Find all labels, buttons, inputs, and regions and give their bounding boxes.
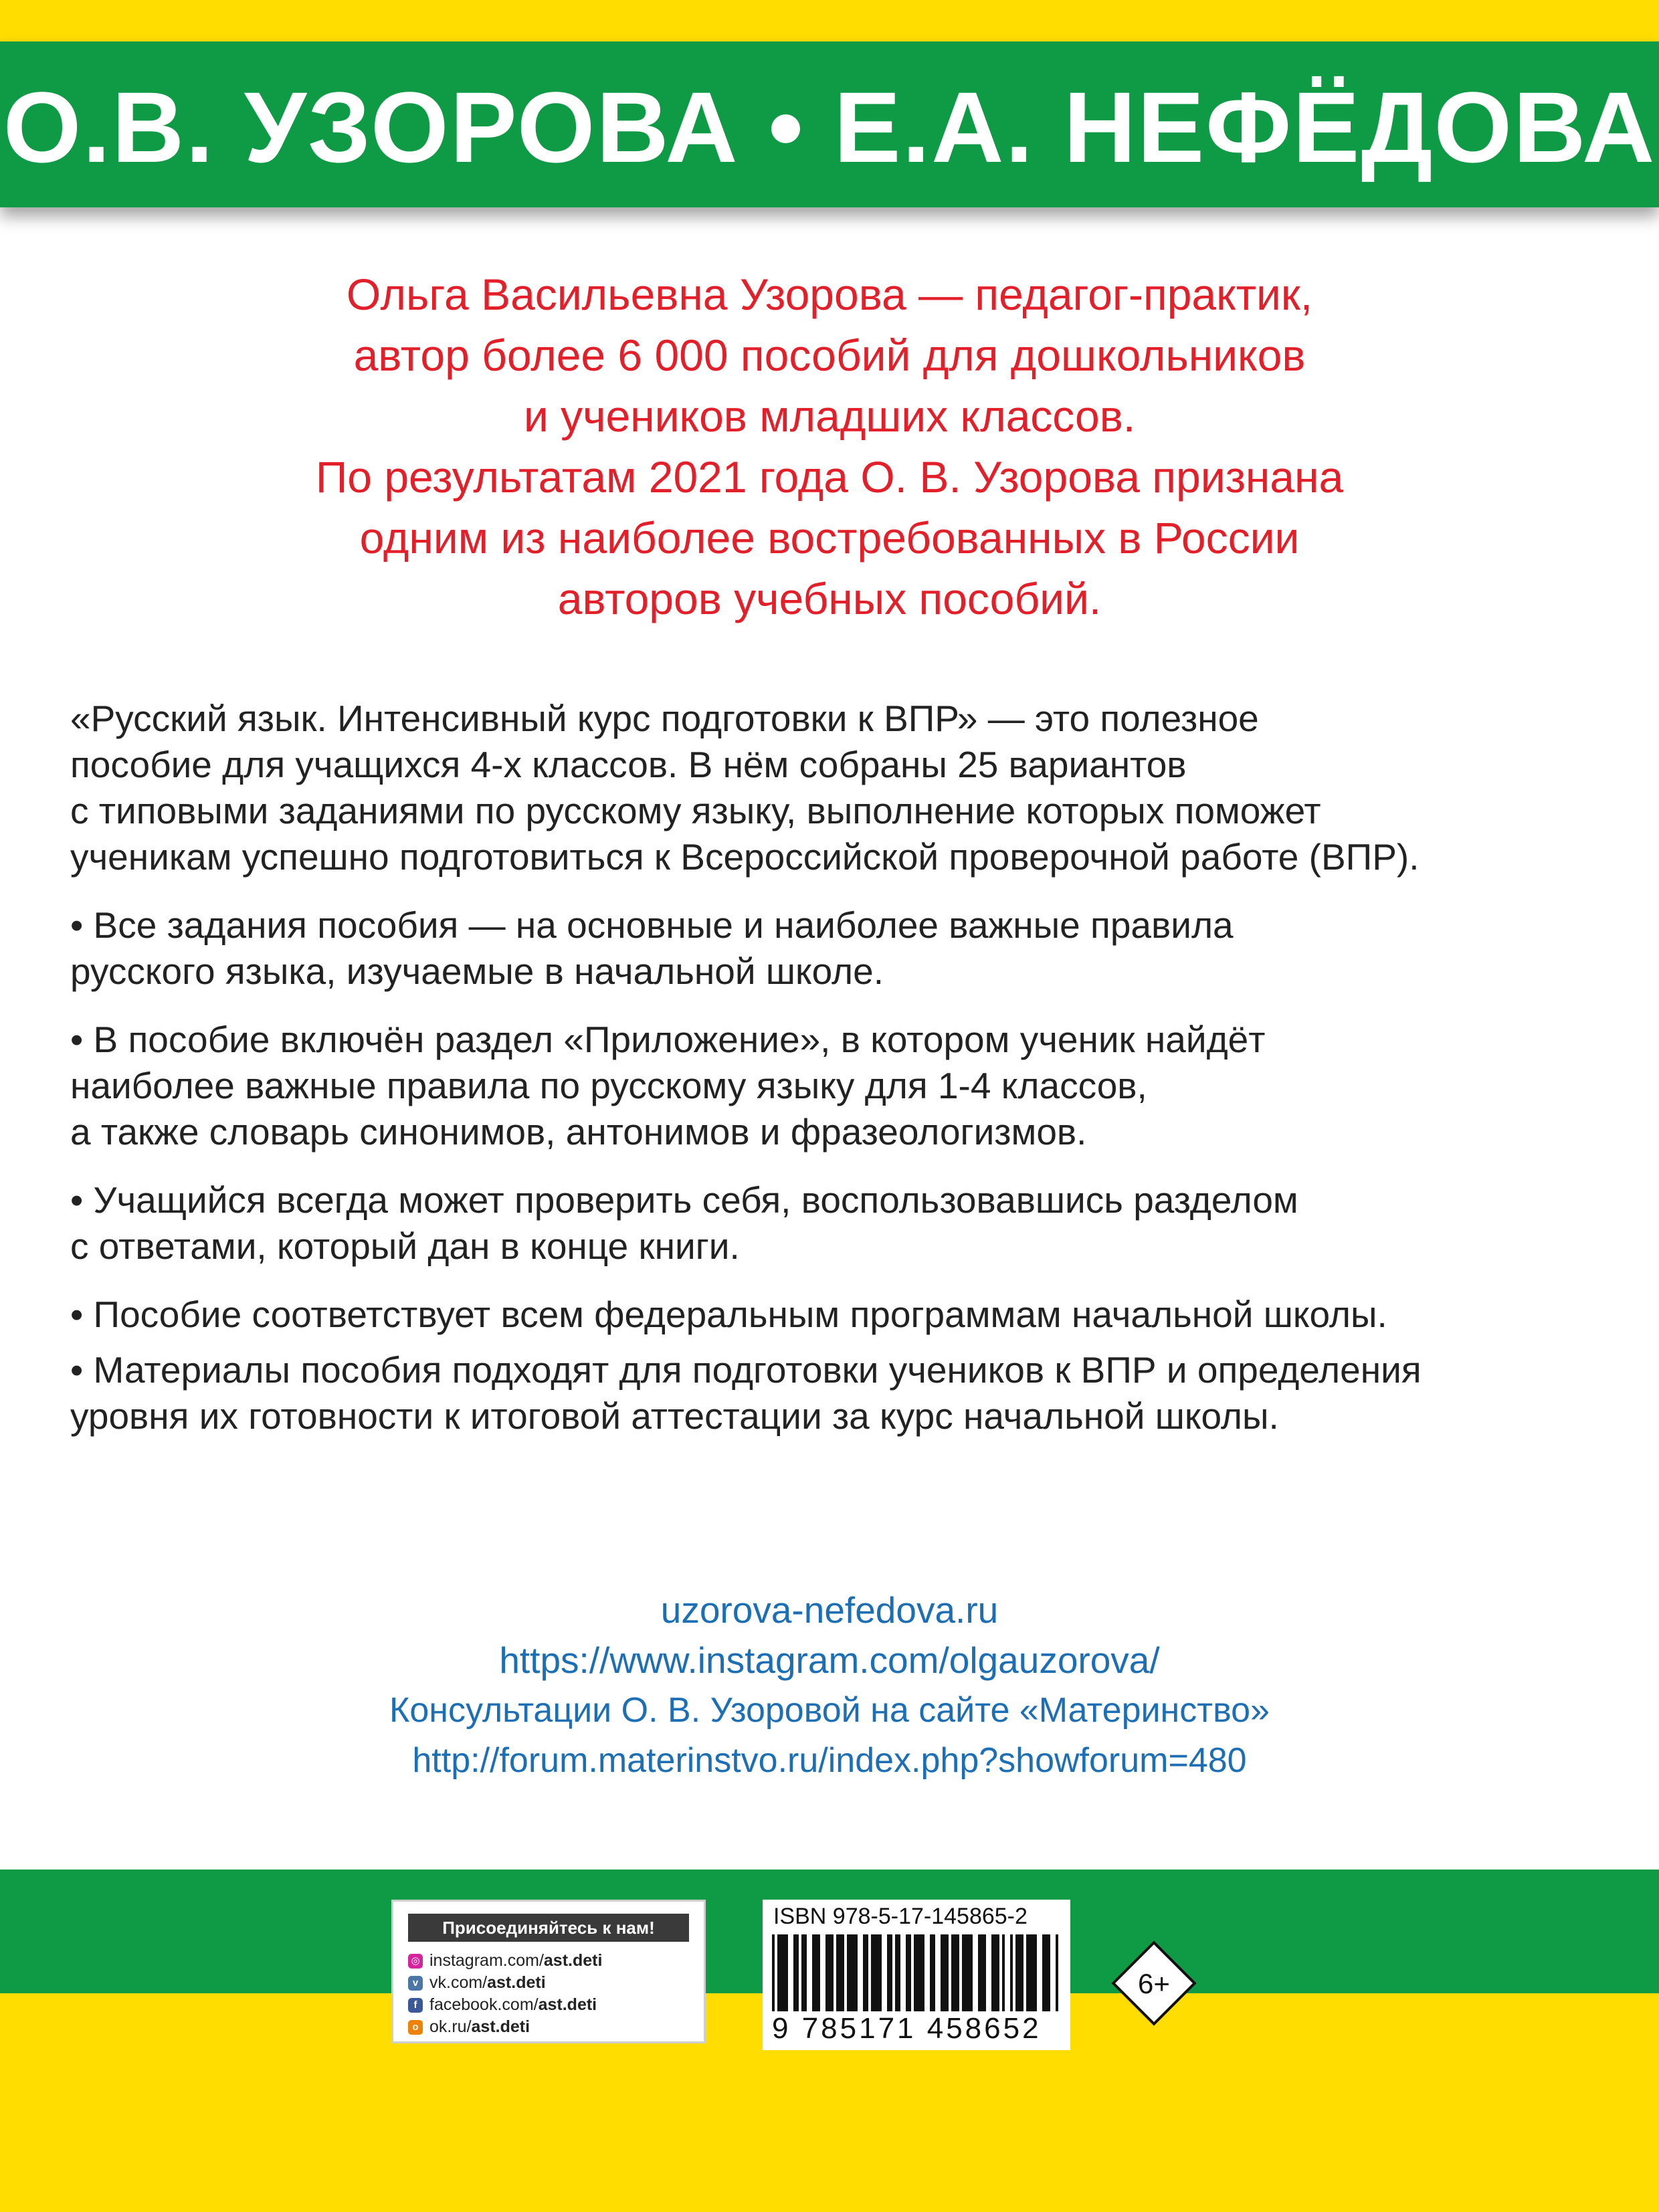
- description-paragraph: [70, 1292, 1609, 1338]
- author-links: [0, 1585, 1659, 1786]
- barcode-bar: [772, 1934, 775, 2011]
- barcode-bar: [825, 1934, 834, 2011]
- intro-line: авторов учебных пособий.: [557, 574, 1102, 623]
- barcode-bar: [1056, 1934, 1058, 2011]
- intro-line: одним из наиболее востребованных в России: [359, 513, 1300, 563]
- barcode-bar: [1002, 1934, 1005, 2011]
- barcode-bar: [871, 1934, 882, 2011]
- barcode-bar: [914, 1934, 924, 2011]
- barcode-bar: [1026, 1934, 1037, 2011]
- description-line: уровня их готовности к итоговой аттестации за курс начальной школы.: [70, 1395, 1279, 1437]
- consult-text: Консультации О. В. Узоровой на сайте «Материнство»: [389, 1691, 1270, 1730]
- isbn-barcode: [763, 1900, 1070, 2050]
- isbn-number: ISBN 978-5-17-145865-2: [773, 1904, 1028, 1929]
- barcode-bar: [895, 1934, 900, 2011]
- social-handle: ast.deti: [543, 1951, 603, 1970]
- ok-icon: o: [408, 2020, 423, 2035]
- site-link[interactable]: uzorova-nefedova.ru: [660, 1589, 999, 1631]
- social-item-ok[interactable]: [408, 2016, 602, 2038]
- social-prefix: ok.ru/: [429, 2017, 472, 2036]
- authors-title: О.В. УЗОРОВА • Е.А. НЕФЁДОВА: [3, 71, 1656, 183]
- social-prefix: vk.com/: [429, 1973, 488, 1992]
- barcode-bar: [962, 1934, 973, 2011]
- description-paragraph: [70, 696, 1609, 880]
- book-description: [70, 696, 1609, 1462]
- description-paragraph: [70, 902, 1609, 995]
- description-line: с типовыми заданиями по русскому языку, выполнение которых поможет: [70, 790, 1321, 831]
- description-line: а также словарь синонимов, антонимов и фразеологизмов.: [70, 1111, 1087, 1152]
- barcode-bar: [777, 1934, 788, 2011]
- age-rating-badge: [1110, 1940, 1197, 2027]
- social-list: [408, 1950, 602, 2038]
- social-item-instagram[interactable]: [408, 1950, 602, 1972]
- barcode-bar: [847, 1934, 858, 2011]
- barcode-bar: [812, 1934, 820, 2011]
- description-line: • Все задания пособия — на основные и наиболее важные правила: [70, 904, 1234, 946]
- barcode-bars: [772, 1934, 1061, 2011]
- social-item-vk[interactable]: [408, 1972, 602, 1994]
- barcode-bar: [951, 1934, 959, 2011]
- barcode-bar: [793, 1934, 799, 2011]
- description-line: пособие для учащихся 4-х классов. В нём собраны 25 вариантов: [70, 744, 1187, 785]
- barcode-bar: [863, 1934, 868, 2011]
- social-handle: ast.deti: [487, 1973, 546, 1992]
- description-line: ученикам успешно подготовиться к Всероссийской проверочной работе (ВПР).: [70, 836, 1420, 878]
- barcode-digits: 9 785171 458652: [772, 2012, 1042, 2045]
- description-line: • Материалы пособия подходят для подготовки учеников к ВПР и определения: [70, 1349, 1422, 1391]
- intro-line: автор более 6 000 пособий для дошкольников: [353, 330, 1306, 380]
- description-line: • Учащийся всегда может проверить себя, воспользовавшись разделом: [70, 1179, 1298, 1221]
- barcode-bar: [887, 1934, 892, 2011]
- description-paragraph: [70, 1017, 1609, 1155]
- barcode-bar: [1015, 1934, 1023, 2011]
- social-title: Присоединяйтесь к нам!: [408, 1914, 689, 1942]
- social-item-facebook[interactable]: [408, 1994, 602, 2016]
- description-line: «Русский язык. Интенсивный курс подготовки к ВПР» — это полезное: [70, 698, 1259, 739]
- social-links-box: [391, 1900, 706, 2043]
- barcode-bar: [941, 1934, 949, 2011]
- description-paragraph: [70, 1177, 1609, 1270]
- social-handle: ast.deti: [471, 2017, 530, 2036]
- barcode-bar: [991, 1934, 999, 2011]
- barcode-bar: [836, 1934, 844, 2011]
- barcode-bar: [1042, 1934, 1050, 2011]
- description-line: • В пособие включён раздел «Приложение», в котором ученик найдёт: [70, 1019, 1266, 1060]
- intro-line: и учеников младших классов.: [523, 391, 1136, 441]
- instagram-link[interactable]: https://www.instagram.com/olgauzorova/: [499, 1639, 1160, 1681]
- description-line: русского языка, изучаемые в начальной школе.: [70, 950, 884, 992]
- intro-line: По результатам 2021 года О. В. Узорова признана: [315, 452, 1344, 502]
- facebook-icon: f: [408, 1998, 423, 2013]
- top-yellow-band: [0, 0, 1659, 41]
- barcode-bar: [906, 1934, 911, 2011]
- barcode-bar: [978, 1934, 986, 2011]
- description-line: • Пособие соответствует всем федеральным программам начальной школы.: [70, 1294, 1387, 1335]
- barcode-bar: [930, 1934, 935, 2011]
- barcode-bar: [1010, 1934, 1013, 2011]
- social-prefix: facebook.com/: [429, 1995, 539, 2014]
- forum-link[interactable]: http://forum.materinstvo.ru/index.php?showforum=480: [412, 1741, 1247, 1780]
- description-paragraph: [70, 1347, 1609, 1439]
- social-handle: ast.deti: [538, 1995, 597, 2014]
- intro-line: Ольга Васильевна Узорова — педагог-практик,: [346, 270, 1313, 319]
- description-line: с ответами, который дан в конце книги.: [70, 1225, 740, 1267]
- social-prefix: instagram.com/: [429, 1951, 544, 1970]
- age-rating-text: 6+: [1138, 1968, 1170, 1999]
- author-intro: [0, 264, 1659, 629]
- instagram-icon: ◎: [408, 1954, 423, 1969]
- vk-icon: v: [408, 1976, 423, 1991]
- barcode-bar: [801, 1934, 807, 2011]
- description-line: наиболее важные правила по русскому языку для 1-4 классов,: [70, 1065, 1147, 1106]
